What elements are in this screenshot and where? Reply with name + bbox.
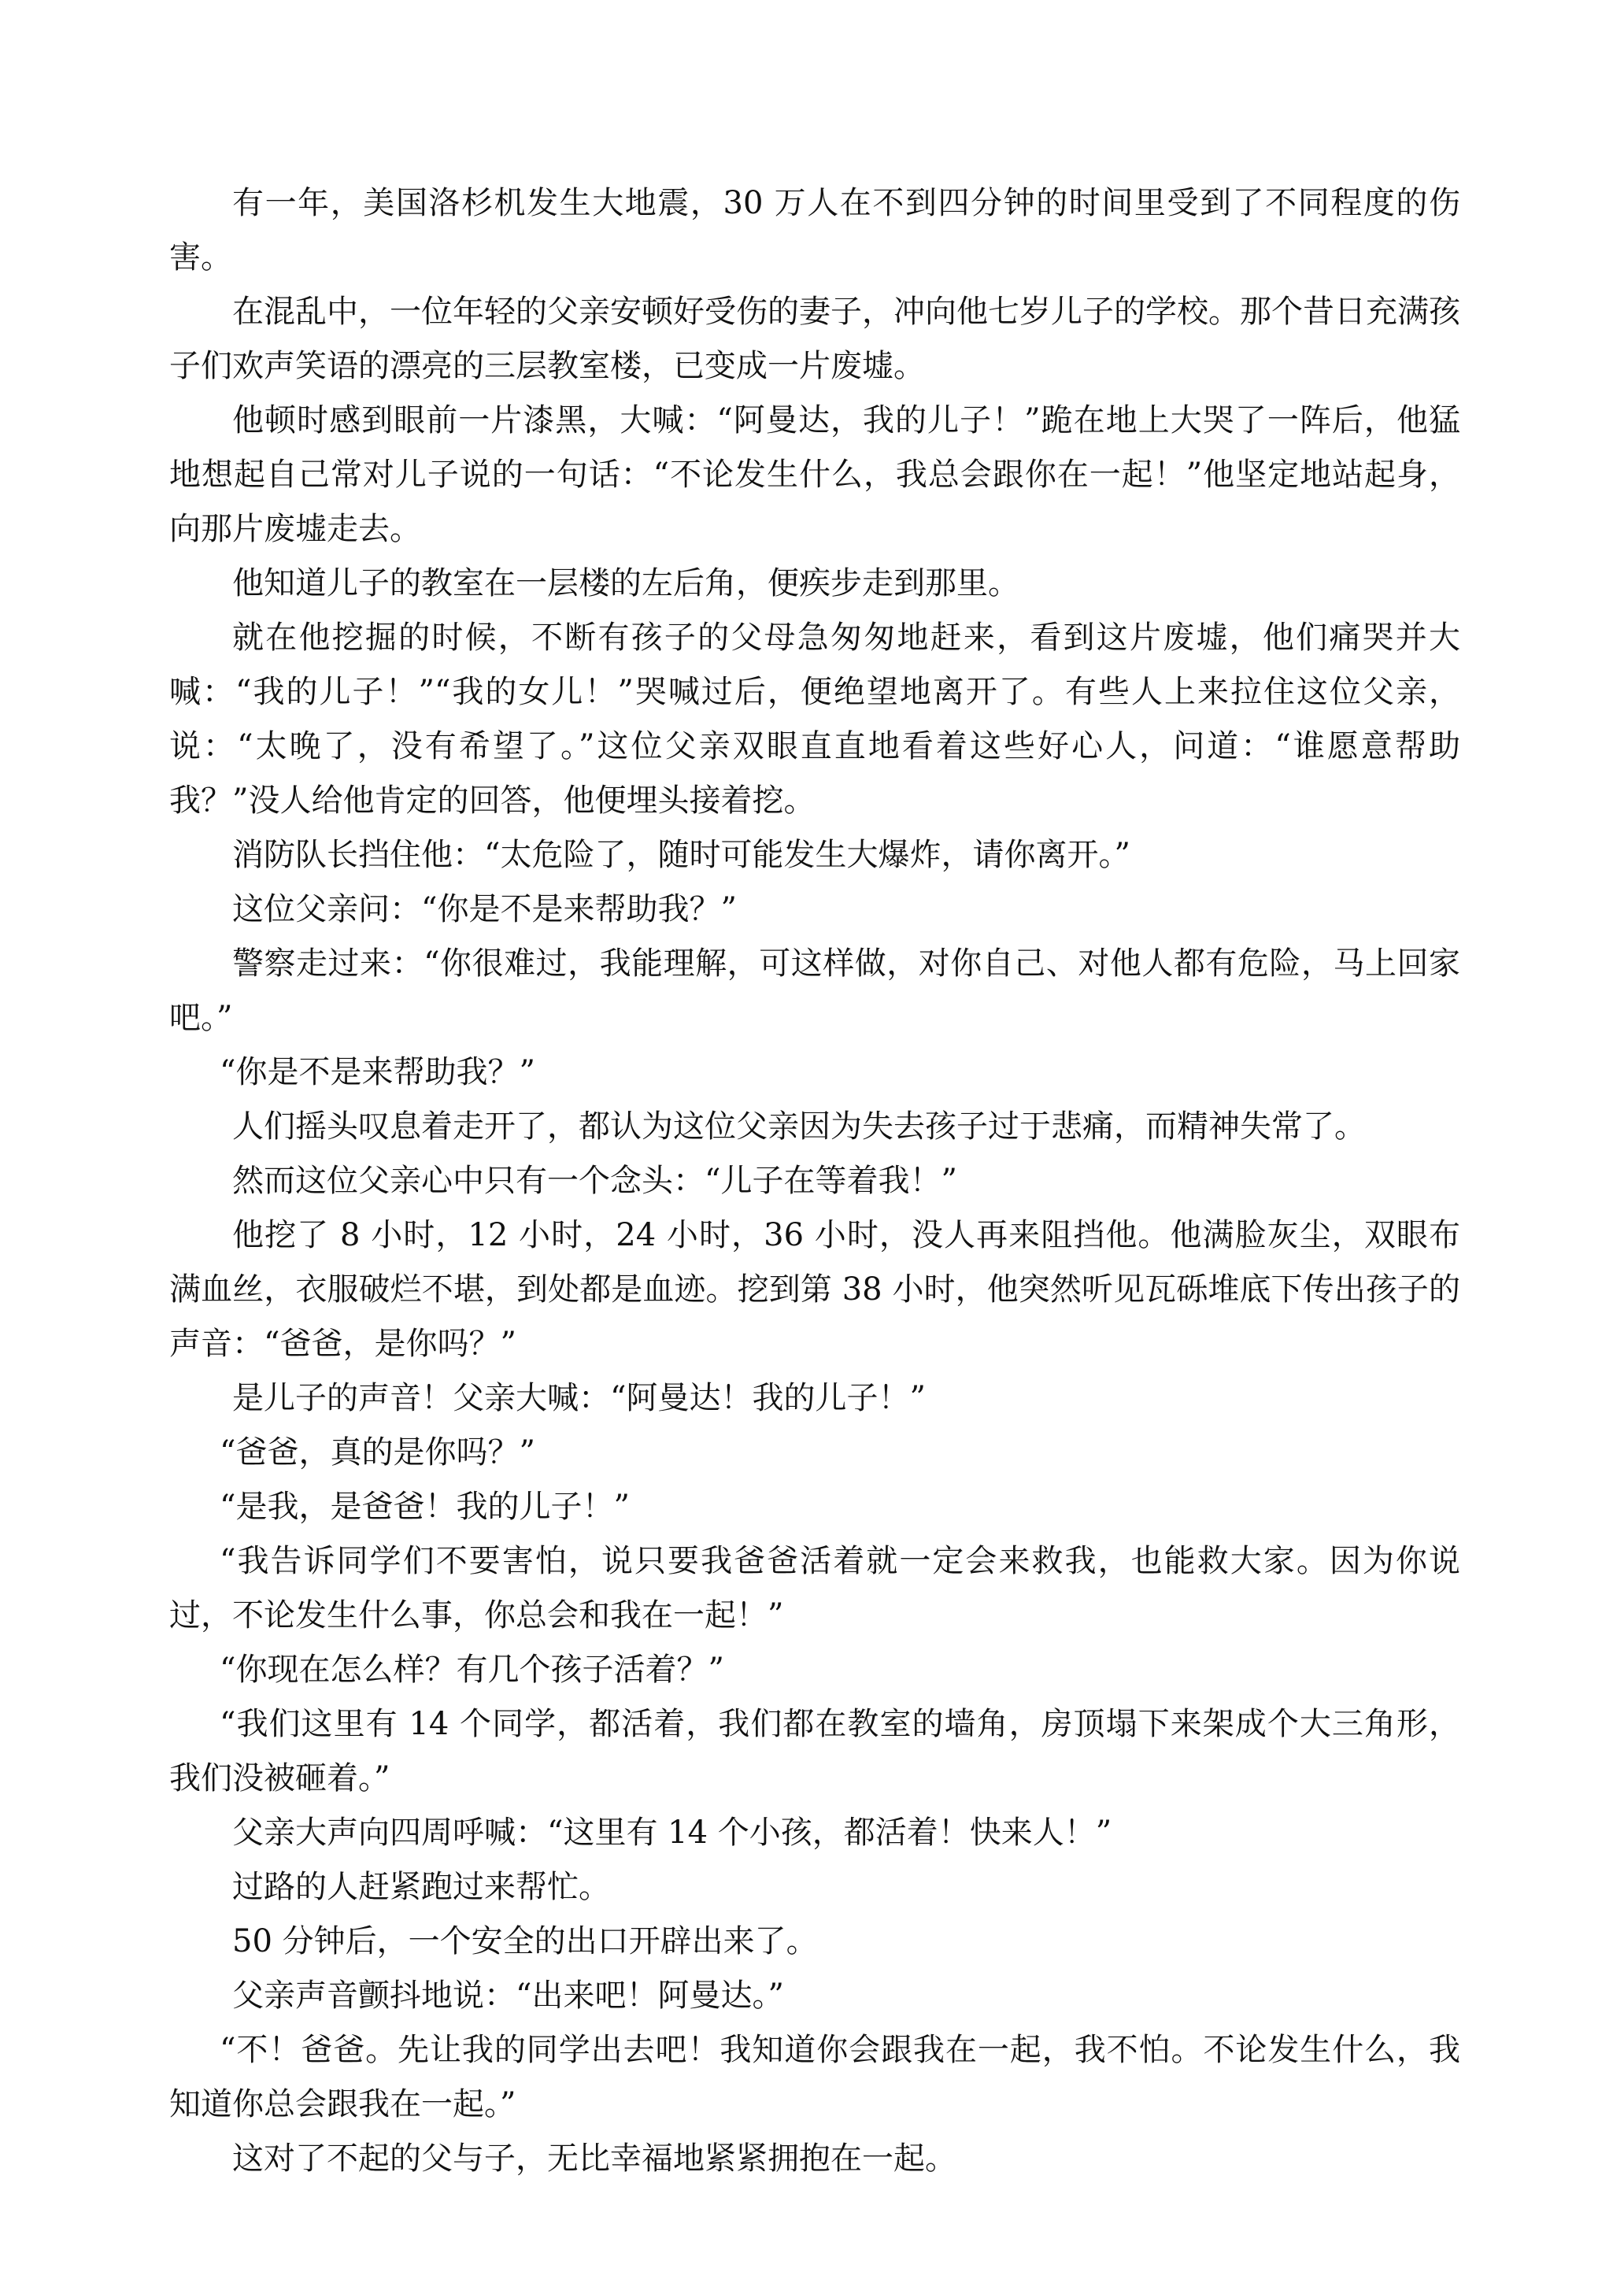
paragraph: 父亲声音颤抖地说：“出来吧！阿曼达。” [232, 1978, 784, 2014]
paragraph: 在混乱中，一位年轻的父亲安顿好受伤的妻子，冲向他七岁儿子的学校。那个昔日充满孩子们欢声笑语的漂亮的三层教室楼，已变成一片废墟。 [169, 294, 1460, 384]
paragraph: “爸爸，真的是你吗？” [220, 1434, 535, 1471]
paragraph: 50 分钟后，一个安全的出口开辟出来了。 [232, 1923, 818, 1959]
paragraph: 父亲大声向四周呼喊：“这里有 14 个小孩，都活着！快来人！” [232, 1815, 1112, 1851]
paragraph: 是儿子的声音！父亲大喊：“阿曼达！我的儿子！” [232, 1380, 926, 1416]
story-text [169, 176, 1460, 2186]
paragraph: 这对了不起的父与子，无比幸福地紧紧拥抱在一起。 [232, 2140, 956, 2177]
paragraph: 这位父亲问：“你是不是来帮助我？” [232, 891, 737, 927]
paragraph: 人们摇头叹息着走开了，都认为这位父亲因为失去孩子过于悲痛，而精神失常了。 [232, 1108, 1366, 1145]
paragraph: “我们这里有 14 个同学，都活着，我们都在教室的墙角，房顶塌下来架成个大三角形，我们没被砸着。” [169, 1706, 1460, 1796]
paragraph: 过路的人赶紧跑过来帮忙。 [232, 1869, 610, 1905]
paragraph: 他知道儿子的教室在一层楼的左后角，便疾步走到那里。 [232, 565, 1019, 601]
paragraph: 然而这位父亲心中只有一个念头：“儿子在等着我！” [232, 1163, 957, 1199]
paragraph: “我告诉同学们不要害怕，说只要我爸爸活着就一定会来救我，也能救大家。因为你说过，不论发生什么事，你总会和我在一起！” [169, 1543, 1460, 1634]
paragraph: 有一年，美国洛杉机发生大地震，30 万人在不到四分钟的时间里受到了不同程度的伤害。 [169, 185, 1460, 276]
paragraph: “你现在怎么样？有几个孩子活着？” [220, 1652, 724, 1688]
paragraph: 就在他挖掘的时候，不断有孩子的父母急匆匆地赶来，看到这片废墟，他们痛哭并大喊：“我的儿子！”“我的女儿！”哭喊过后，便绝望地离开了。有些人上来拉住这位父亲，说：“太晚了，没有希望了。”这位父亲双眼直直地看着这些好心人，问道：“谁愿意帮助我？”没人给他肯定的回答，他便埋头接着挖。 [169, 620, 1460, 819]
paragraph: 消防队长挡住他：“太危险了，随时可能发生大爆炸，请你离开。” [232, 837, 1130, 873]
paragraph: “你是不是来帮助我？” [220, 1054, 535, 1090]
paragraph: “是我，是爸爸！我的儿子！” [220, 1489, 630, 1525]
paragraph: 他顿时感到眼前一片漆黑，大喊：“阿曼达，我的儿子！”跪在地上大哭了一阵后，他猛地想起自己常对儿子说的一句话：“不论发生什么，我总会跟你在一起！”他坚定地站起身，向那片废墟走去。 [169, 402, 1460, 547]
paragraph: 他挖了 8 小时，12 小时，24 小时，36 小时，没人再来阻挡他。他满脸灰尘，双眼布满血丝，衣服破烂不堪，到处都是血迹。挖到第 38 小时，他突然听见瓦砾堆底下传出孩子的声音：“爸爸，是你吗？” [169, 1217, 1460, 1362]
paragraph: “不！爸爸。先让我的同学出去吧！我知道你会跟我在一起，我不怕。不论发生什么，我知道你总会跟我在一起。” [169, 2032, 1460, 2122]
paragraph: 警察走过来：“你很难过，我能理解，可这样做，对你自己、对他人都有危险，马上回家吧。” [169, 945, 1460, 1036]
